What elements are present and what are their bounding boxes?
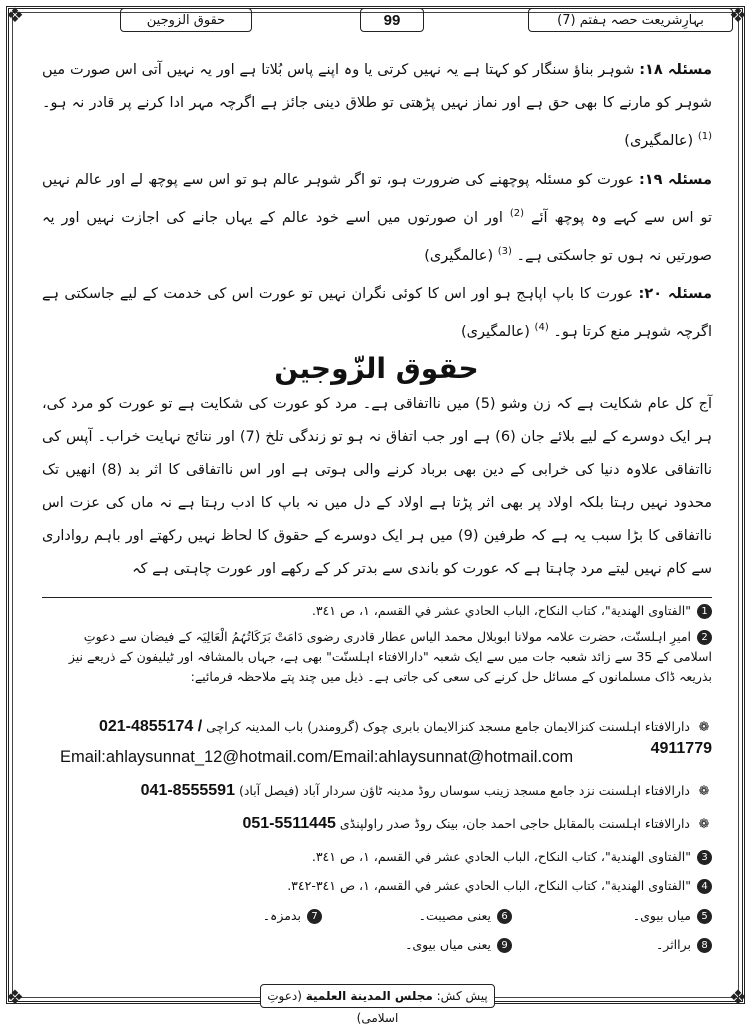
address-text: دارالافتاء اہلسنت نزد جامع مسجد زینب سوساں روڈ مدینہ ٹاؤن سردار آباد (فیصل آباد) <box>238 783 690 798</box>
footnote-number: 1 <box>697 604 712 619</box>
masala-label: مسئلہ ۲۰: <box>638 286 712 303</box>
page-number: 99 <box>360 8 424 32</box>
footnote-number: 6 <box>497 909 512 924</box>
glossary-item <box>633 908 712 924</box>
glossary-item <box>656 937 712 953</box>
masala-20 <box>42 278 712 349</box>
footnote-ref[interactable]: (1) <box>697 131 712 142</box>
corner-ornament-icon: ❖ <box>729 3 747 27</box>
flower-bullet-icon: ❁ <box>698 720 710 735</box>
corner-ornament-icon: ❖ <box>729 985 747 1009</box>
corner-ornament-icon: ❖ <box>6 3 24 27</box>
flower-bullet-icon: ❁ <box>698 817 710 832</box>
masala-text: عورت کو مسئلہ پوچھنے کی ضرورت ہو، تو اگر شوہر عالم ہو تو اس سے پوچھ لے اور عالم نہیں تو اس سے کہے وہ پوچھ آئے <box>42 171 713 226</box>
publisher-name: مجلس المدينة العلمية <box>305 989 433 1003</box>
footer-suffix: (دعوتِ اسلامی) <box>267 989 399 1025</box>
masala-label: مسئلہ ۱۸: <box>639 62 712 78</box>
footnote-text: "الفتاوى الهندية"، كتاب النكاح، الباب الحادي عشر في القسم، ١، ص ٣٤١. <box>311 849 691 864</box>
footnote-divider <box>42 597 712 598</box>
section-title: حقوق الزوجین <box>120 8 252 32</box>
masail-section <box>42 54 712 355</box>
footnote-number: 4 <box>697 879 712 894</box>
glossary-text: یعنی مصیبت۔ <box>418 908 491 923</box>
footnote-number: 3 <box>697 850 712 865</box>
footnote-3 <box>42 847 712 867</box>
footnote-text: "الفتاوى الهندية"، كتاب النكاح، الباب الحادي عشر في القسم، ١، ص ٣٤١-٣٤٢. <box>287 878 691 893</box>
glossary-row <box>42 908 712 930</box>
footnote-number: 7 <box>307 909 322 924</box>
publisher-footer <box>260 984 495 1025</box>
body-paragraph: آج کل عام شکایت ہے کہ زن وشو (5) میں نااتفاقی ہے۔ مرد کو عورت کی شکایت ہے تو عورت کو مرد کی، ہر ایک دوسرے کے لیے بلائے جان (6) ہے اور جب اتفاق نہ ہو تو زندگی تلخ (7) اور نتائج نہایت خراب۔ آپس کی نااتفاقی علاوہ دنیا کی خرابی کے دین بھی برباد کرنے والی ہوتی ہے اور اس نااتفاقی کا اثر بد (8) انھیں تک محدود نہیں رہتا بلکہ اولاد پر بھی اثر پڑتا ہے اولاد کے دل میں نہ باپ کا ادب رہتا ہے نہ ماں کی عزت اس نااتفاقی کا بڑا سبب یہ ہے کہ طرفین (9) میں ہر ایک دوسرے کے حقوق کا لحاظ نہیں رکھتے اور باہم رواداری سے کام نہیں لیتے مرد چاہتا ہے کہ عورت کو باندی سے بدتر کر کے رکھے اور عورت چاہتی ہے کہ <box>42 396 712 577</box>
source-citation: (عالمگیری) <box>624 132 694 149</box>
flower-bullet-icon: ❁ <box>698 784 710 799</box>
contact-faisalabad <box>42 780 712 802</box>
glossary-item <box>405 937 512 953</box>
glossary-item <box>263 908 322 924</box>
chapter-heading: حقوق الزّوجین <box>274 352 479 385</box>
email-addresses[interactable]: Email:ahlaysunnat_12@hotmail.com/Email:ahlaysunnat@hotmail.com <box>60 748 574 766</box>
footnote-4 <box>42 876 712 896</box>
footnote-number: 9 <box>497 938 512 953</box>
glossary-text: برااثر۔ <box>655 937 691 952</box>
glossary-text: بدمزہ۔ <box>262 908 301 923</box>
masala-text: شوہر بناؤ سنگار کو کہتا ہے یہ نہیں کرتی یا وہ اپنے پاس بُلاتا ہے اور یہ نہیں آتی اس صورت میں شوہر کو مارنے کا بھی حق ہے اور نماز نہیں پڑھتی تو طلاق دینی جائز ہے اگرچہ مہر ادا کرنے پر قادر نہ ہو۔ <box>42 62 712 111</box>
source-citation: (عالمگیری) <box>461 324 530 341</box>
address-text: دارالافتاء اہلسنت کنزالایمان جامع مسجد کنزالایمان بابری چوک (گرومندر) باب المدینہ کراچی <box>206 719 690 734</box>
footnote-text: امیرِ اہلسنّت، حضرت علامہ مولانا ابوبلال محمد الیاس عطار قادری رضوی دَامَتْ بَرَکَاتُہُمُ الْعَالِیَہ کے فیضان سے دعوتِ اسلامی کے 35 سے زائد شعبہ جات میں سے ایک شعبہ "دارالافتاء اہلسنّت" بھی ہے، جہاں بالمشافہ اور ٹیلیفون کے ذریعے نیز بذریعہ ڈاک مسلمانوں کے مسائل حل کرنے کی سعی کی جاتی ہے۔ ذیل میں چند پتے ملاحظہ فرمائیے: <box>68 629 712 684</box>
book-title: بہارِشریعت حصہ ہفتم (7) <box>528 8 733 32</box>
footnote-ref[interactable]: (2) <box>509 207 525 219</box>
masala-text: عورت کا باپ اپاہج ہو اور اس کا کوئی نگران نہیں تو عورت اس کی خدمت کے لیے جاسکتی ہے اگرچہ شوہر منع کرتا ہو۔ <box>42 286 712 341</box>
phone-number[interactable]: 051-5511445 <box>242 815 336 832</box>
masala-label: مسئلہ ۱۹: <box>638 171 713 188</box>
glossary-row <box>42 937 712 959</box>
glossary-text: یعنی میاں بیوی۔ <box>405 937 491 952</box>
footnote-1 <box>42 601 712 621</box>
masala-18 <box>42 54 712 158</box>
corner-ornament-icon: ❖ <box>6 985 24 1009</box>
phone-number[interactable]: 041-8555591 <box>140 782 235 799</box>
phone-number[interactable]: 021-4855174 / 4911779 <box>98 718 712 757</box>
footnote-number: 2 <box>697 630 712 645</box>
footnote-number: 5 <box>697 909 712 924</box>
source-citation: (عالمگیری) <box>424 247 494 264</box>
glossary-text: میاں بیوی۔ <box>632 908 691 923</box>
page-header <box>20 8 733 36</box>
footnote-number: 8 <box>697 938 712 953</box>
glossary-item <box>419 908 512 924</box>
footnote-2 <box>42 627 712 687</box>
masala-text: اور ان صورتوں میں اسے خود عالم کے یہاں جانے کی اجازت نہیں اور یہ صورتیں نہ ہوں تو جاسکتی ہے۔ <box>42 209 712 264</box>
address-text: دارالافتاء اہلسنت بالمقابل حاجی احمد جان، بینک روڈ صدر راولپنڈی <box>339 816 690 831</box>
footnote-ref[interactable]: (3) <box>497 245 512 257</box>
masala-19 <box>42 164 712 273</box>
footnote-ref[interactable]: (4) <box>534 322 549 334</box>
contact-rawalpindi <box>42 813 712 835</box>
footnote-text: "الفتاوى الهندية"، كتاب النكاح، الباب الحادي عشر في القسم، ١، ص ٣٤١. <box>311 603 691 618</box>
footer-prefix: پیش کش: <box>436 989 488 1003</box>
